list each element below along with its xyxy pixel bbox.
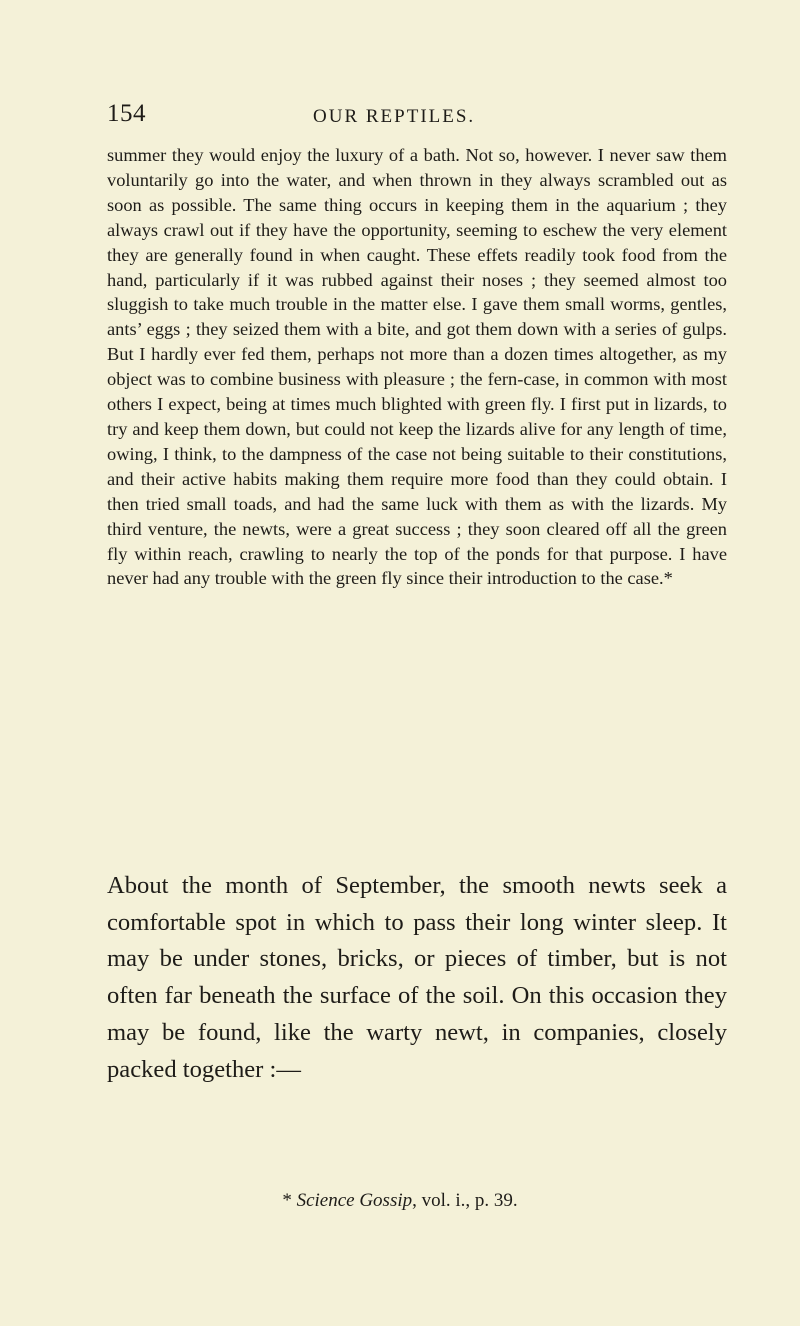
paragraph-2: About the month of September, the smooth newts seek a comfortable spot in which to pass their long winter sleep. It may be under stones, bricks, or pieces of timber, but is not often far beneath the surface of the soil. On this occasion they may be found, like the warty newt, in companies, closely packed together :— <box>107 872 727 1083</box>
page-number: 154 <box>107 100 146 127</box>
footnote <box>0 1190 800 1212</box>
running-title: OUR REPTILES. <box>313 106 476 127</box>
footnote-source-title: Science Gossip <box>296 1190 413 1211</box>
body-text-lower <box>107 868 727 1088</box>
paragraph-1: summer they would enjoy the luxury of a bath. Not so, however. I never saw them voluntarily go into the water, and when thrown in they always scrambled out as soon as possible. The same thing occurs in keeping them in the aquarium ; they always crawl out if they have the opportunity, seeming to eschew the very element they are generally found in when caught. These effets readily took food from the hand, particularly if it was rubbed against their noses ; they seemed almost too sluggish to take much trouble in the matter else. I gave them small worms, gentles, ants’ eggs ; they seized them with a bite, and got them down with a series of gulps. But I hardly ever fed them, perhaps not more than a dozen times altogether, as my object was to combine business with pleasure ; the fern-case, in common with most others I expect, being at times much blighted with green fly. I first put in lizards, to try and keep them down, but could not keep the lizards alive for any length of time, owing, I think, to the dampness of the case not being suitable to their constitutions, and their active habits making them require more food than they could obtain. I then tried small toads, and had the same luck with them as with the lizards. My third venture, the newts, were a great success ; they soon cleared off all the green fly within reach, crawling to nearly the top of the ponds for that purpose. I have never had any trouble with the green fly since their introduction to the case.* <box>107 145 727 589</box>
body-text-upper <box>107 143 727 591</box>
page-header <box>107 100 727 130</box>
footnote-marker: * <box>282 1190 297 1211</box>
footnote-citation: , vol. i., p. 39. <box>412 1190 518 1211</box>
